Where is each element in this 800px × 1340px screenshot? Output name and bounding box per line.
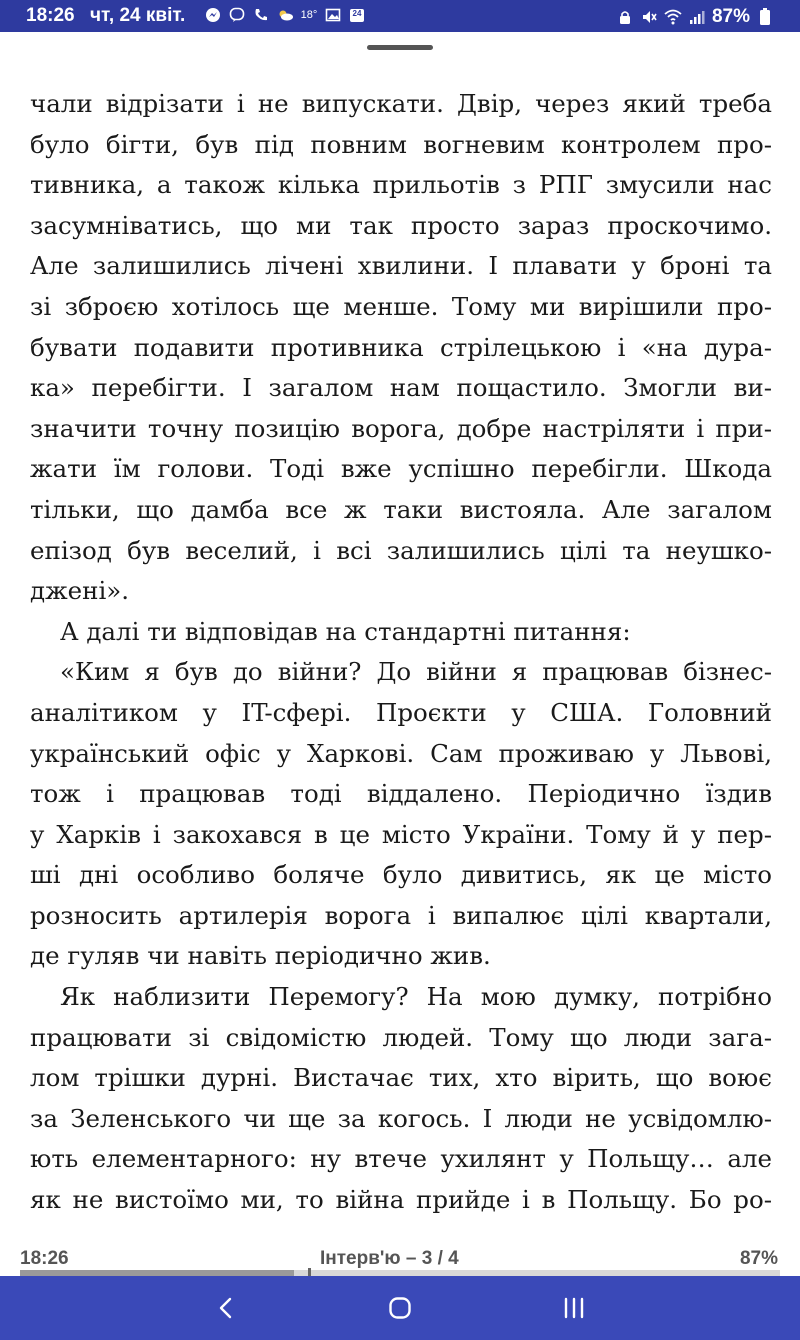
- viber-icon: [228, 6, 246, 24]
- text-line: А далі ти відповідав на стандартні питання:: [60, 616, 631, 646]
- text-line: ка» перебігти. І загалом нам пощастило. Змогли ви-: [30, 373, 772, 403]
- text-line: ші дні особливо боляче було дивитись, як це місто: [30, 860, 772, 890]
- text-line: у Харків і закохався в це місто України. Тому й у пер-: [30, 819, 772, 849]
- status-date: чт, 24 квіт.: [90, 5, 186, 26]
- battery-icon: [756, 8, 774, 26]
- text-line: було бігти, був під повним вогневим контролем про-: [30, 129, 772, 159]
- footer-time: 18:26: [20, 1248, 69, 1269]
- calendar-day: 24: [352, 9, 362, 18]
- system-icons: [616, 6, 774, 28]
- recents-icon: [562, 1296, 586, 1320]
- text-line: тивника, а також кілька прильотів з РПГ змусили нас: [30, 170, 772, 200]
- home-icon: [388, 1296, 412, 1320]
- text-line: розносить артилерія ворога і випалює цілі квартали,: [30, 900, 772, 930]
- status-bar: [0, 0, 800, 32]
- status-time: 18:26: [26, 5, 75, 26]
- text-line: за Зеленського чи ще за когось. І люди не усвідомлю-: [30, 1103, 772, 1133]
- text-line: значити точну позицію ворога, добре настріляти і при-: [30, 413, 772, 443]
- text-line: чали відрізати і не випускати. Двір, через який треба: [30, 89, 772, 118]
- text-line: тільки, що дамба все ж таки вистояла. Але загалом: [30, 494, 772, 524]
- text-line: тож і працював тоді віддалено. Періодично їздив: [30, 779, 772, 809]
- text-line: зі зброєю хотілось ще менше. Тому ми вирішили про-: [30, 291, 772, 321]
- weather-icon: [276, 6, 294, 24]
- text-line: аналітиком у IT-сфері. Проєкти у США. Головний: [30, 697, 772, 727]
- recents-button[interactable]: [544, 1290, 604, 1326]
- notification-icons: [204, 6, 366, 24]
- back-button[interactable]: [196, 1290, 256, 1326]
- drag-handle[interactable]: [367, 45, 433, 50]
- text-line: епізод був веселий, і всі залишились цілі та неушко-: [30, 535, 772, 565]
- signal-icon: [688, 8, 706, 26]
- chapter-indicator: Інтерв'ю – 3 / 4: [320, 1248, 459, 1269]
- book-page-text[interactable]: [30, 84, 772, 1221]
- mute-icon: [640, 8, 658, 26]
- messenger-icon: [204, 6, 222, 24]
- back-icon: [216, 1296, 236, 1320]
- text-line: бувати подавити противника стрілецькою і «на дура-: [30, 332, 772, 362]
- text-line: «Ким я був до війни? До війни я працював бізнес-: [60, 657, 772, 687]
- calendar-icon: [348, 6, 366, 24]
- lock-icon: [616, 8, 634, 26]
- text-line: засумніватись, що ми так просто зараз проскочимо.: [30, 210, 772, 240]
- gallery-icon: [324, 6, 342, 24]
- phone-icon: [252, 6, 270, 24]
- text-line: лом трішки дурні. Вистачає тих, хто вірить, що воює: [30, 1063, 772, 1093]
- text-line: як не вистоїмо ми, то війна прийде і в Польщу. Бо ро-: [30, 1185, 772, 1215]
- text-line: джені».: [30, 576, 130, 606]
- wifi-icon: [664, 8, 682, 26]
- text-line: ють елементарного: ну втече ухилянт у Польщу… але: [30, 1144, 772, 1174]
- text-line: Як наблизити Перемогу? На мою думку, потрібно: [60, 982, 772, 1012]
- navigation-bar: [0, 1276, 800, 1340]
- status-battery: 87%: [711, 6, 750, 27]
- home-button[interactable]: [370, 1290, 430, 1326]
- text-line: жати їм голови. Тоді вже успішно перебігли. Шкода: [30, 454, 772, 484]
- text-line: Але залишились лічені хвилини. І плавати у броні та: [30, 251, 772, 281]
- footer-battery: 87%: [739, 1248, 778, 1269]
- text-line: працювати зі свідомістю людей. Тому що люди зага-: [30, 1022, 772, 1052]
- text-line: український офіс у Харкові. Сам проживаю у Львові,: [30, 738, 772, 768]
- temperature: 18°: [300, 9, 318, 21]
- text-line: де гуляв чи навіть періодично жив.: [30, 941, 491, 971]
